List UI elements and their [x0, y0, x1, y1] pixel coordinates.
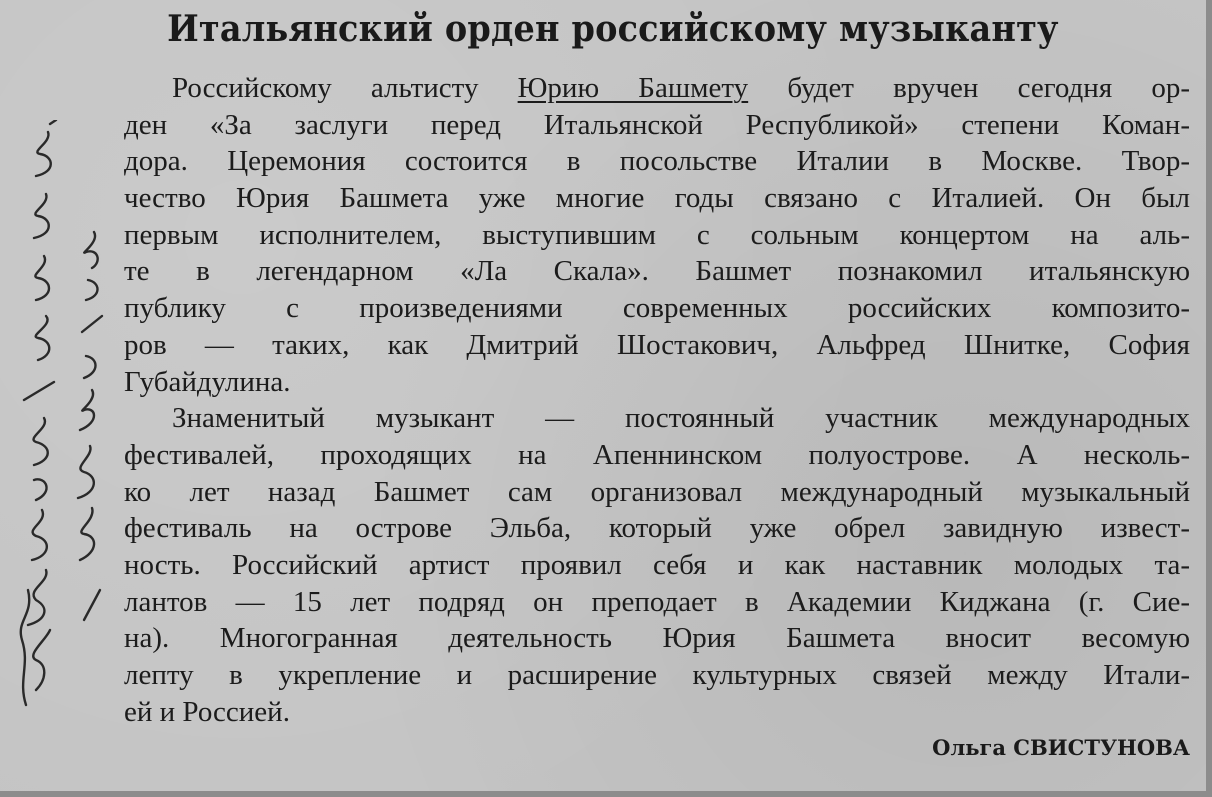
article-body — [124, 70, 1190, 730]
article-line: публику с произведениями современных российских композито- — [124, 292, 1190, 325]
article-line: Знаменитый музыкант — постоянный участник международных — [172, 402, 1190, 435]
handwritten-source-note — [6, 120, 118, 720]
article-line: первым исполнителем, выступившим с сольным концертом на аль- — [124, 218, 1190, 251]
underlined-name: Юрию Башмету — [517, 72, 749, 104]
article-line: Губайдулина. — [124, 365, 291, 398]
article-line: ей и Россией. — [124, 695, 290, 728]
article-line: те в легендарном «Ла Скала». Башмет познакомил итальянскую — [124, 255, 1190, 288]
article-line: ров — таких, как Дмитрий Шостакович, Альфред Шнитке, София — [124, 328, 1190, 361]
article-line: фестивалей, проходящих на Апеннинском полуострове. А несколь- — [124, 438, 1190, 471]
article-line: чество Юрия Башмета уже многие годы связано с Италией. Он был — [124, 182, 1190, 215]
article-line-prefix: Российскому альтисту — [172, 72, 518, 104]
handwriting-scribble — [6, 120, 118, 720]
article-line: ность. Российский артист проявил себя и как наставник молодых та- — [124, 548, 1190, 581]
article-line: лепту в укрепление и расширение культурных связей между Итали- — [124, 659, 1190, 691]
article-line: фестиваль на острове Эльба, который уже обрел завидную извест- — [124, 512, 1190, 545]
author-byline: Ольга СВИСТУНОВА — [932, 735, 1190, 760]
article-line-rest: будет вручен сегодня ор- — [787, 72, 1190, 104]
article-line: дора. Церемония состоится в посольстве Италии в Москве. Твор- — [124, 145, 1190, 178]
article-line: на). Многогранная деятельность Юрия Башмета вносит весомую — [124, 622, 1190, 655]
article-line: ко лет назад Башмет сам организовал международный музыкальный — [124, 475, 1190, 508]
article-line: лантов — 15 лет подряд он преподает в Академии Киджана (г. Сие- — [124, 585, 1190, 618]
article-line: ден «За заслуги перед Итальянской Республикой» степени Коман- — [124, 108, 1190, 141]
article-line — [124, 70, 1190, 107]
article-headline: Итальянский орден российскому музыканту — [167, 8, 1059, 50]
